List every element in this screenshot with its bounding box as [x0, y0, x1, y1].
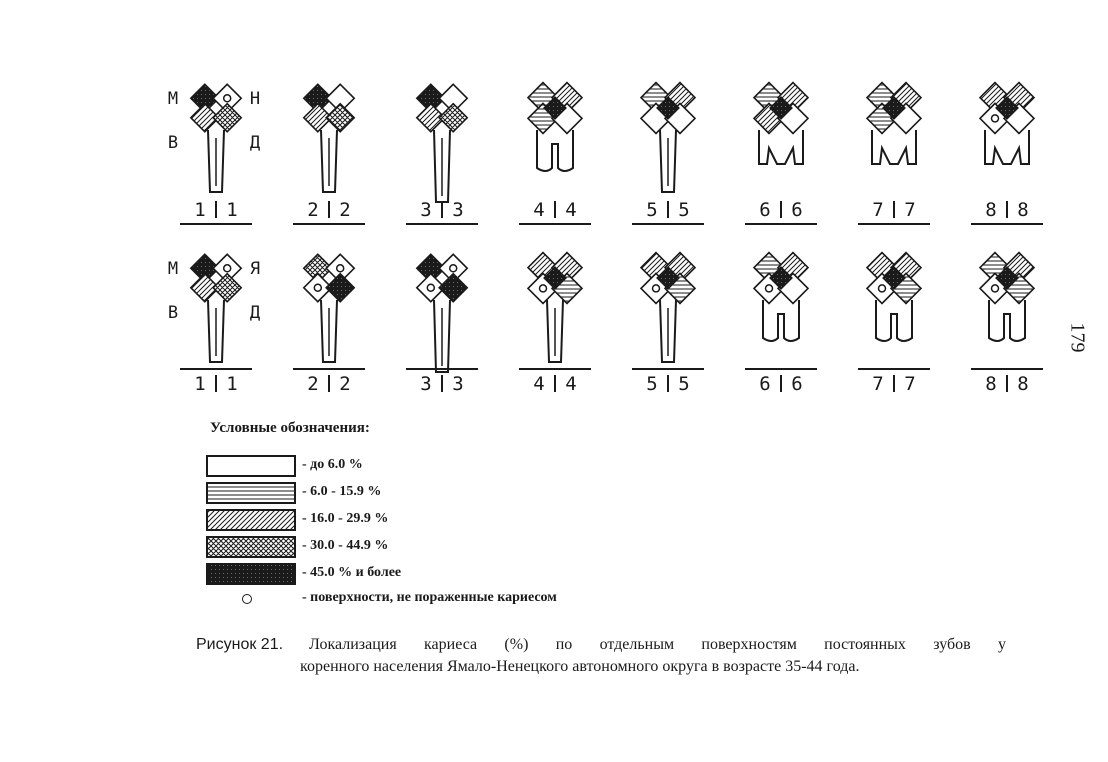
tooth-number-right: 4 — [565, 199, 577, 221]
legend-swatch-p45 — [206, 563, 296, 585]
surface-distal — [439, 104, 467, 132]
unaffected-circle-icon — [879, 285, 886, 292]
tooth-number-right: 5 — [678, 199, 690, 221]
tooth-number-right: 6 — [791, 199, 803, 221]
tooth-number-right: 5 — [678, 373, 690, 395]
tooth-number-left: 8 — [985, 373, 997, 395]
tooth-number-right: 3 — [452, 199, 464, 221]
tooth-number-right: 4 — [565, 373, 577, 395]
tooth-number-left: 5 — [646, 199, 658, 221]
tooth-number-right: 1 — [226, 199, 238, 221]
tooth-root — [537, 130, 573, 171]
legend-title: Условные обозначения: — [210, 420, 370, 436]
tooth-number-left: 2 — [307, 373, 319, 395]
tooth-number-right: 1 — [226, 373, 238, 395]
tooth-number-right: 2 — [339, 373, 351, 395]
tooth-number-left: 8 — [985, 199, 997, 221]
tooth-diagram — [180, 254, 252, 395]
tooth-number-left: 3 — [420, 373, 432, 395]
tooth-number-right: 8 — [1017, 373, 1029, 395]
tooth-diagram — [858, 83, 930, 224]
tooth-root — [763, 300, 799, 341]
tooth-number-left: 6 — [759, 199, 771, 221]
tooth-number-left: 6 — [759, 373, 771, 395]
caption-line-2: коренного населения Ямало-Ненецкого автономного округа в возрасте 35-44 года. — [300, 658, 860, 675]
tooth-diagram — [632, 83, 704, 224]
tooth-number-right: 7 — [904, 373, 916, 395]
surface-distal — [213, 274, 241, 302]
tooth-root — [876, 300, 912, 341]
unaffected-circle-icon — [992, 115, 999, 122]
tooth-number-right: 3 — [452, 373, 464, 395]
legend-label: - до 6.0 % — [302, 457, 363, 472]
orientation-label-top-left: М — [167, 89, 179, 109]
tooth-diagram — [293, 84, 365, 224]
tooth-diagram — [971, 83, 1043, 224]
orientation-label-bottom-right: Д — [249, 133, 261, 153]
tooth-number-left: 4 — [533, 373, 545, 395]
tooth-root — [989, 300, 1025, 341]
tooth-diagram — [632, 253, 704, 395]
surface-distal — [326, 104, 354, 132]
teeth-layer — [168, 83, 1043, 395]
tooth-number-left: 7 — [872, 199, 884, 221]
orientation-label-bottom-right: Д — [249, 303, 261, 323]
unaffected-circle-icon — [450, 265, 457, 272]
tooth-number-left: 5 — [646, 373, 658, 395]
tooth-diagram — [745, 253, 817, 395]
unaffected-circle-icon — [653, 285, 660, 292]
tooth-diagram — [971, 253, 1043, 395]
orientation-label-top-right: Н — [249, 89, 261, 109]
tooth-diagram — [745, 83, 817, 224]
tooth-diagram — [406, 84, 478, 224]
unaffected-circle-icon — [224, 265, 231, 272]
orientation-label-bottom-left: В — [167, 133, 179, 153]
tooth-number-left: 4 — [533, 199, 545, 221]
caption-prefix: Рисунок 21. — [196, 636, 284, 653]
unaffected-circle-icon — [314, 284, 321, 291]
orientation-label-top-left: М — [167, 259, 179, 279]
orientation-label-bottom-left: В — [167, 303, 179, 323]
tooth-number-left: 1 — [194, 373, 206, 395]
tooth-number-left: 2 — [307, 199, 319, 221]
tooth-diagram — [858, 253, 930, 395]
legend-label: - 16.0 - 29.9 % — [302, 511, 389, 526]
legend-label: - 6.0 - 15.9 % — [302, 484, 382, 499]
legend-label: - 30.0 - 44.9 % — [302, 538, 389, 553]
legend-label: - 45.0 % и более — [302, 565, 402, 580]
tooth-root — [759, 130, 803, 164]
legend-swatch-p0 — [206, 455, 296, 477]
unaffected-circle-icon — [337, 265, 344, 272]
unaffected-circle-icon — [224, 95, 231, 102]
tooth-diagram — [406, 254, 478, 395]
surface-distal — [439, 274, 467, 302]
tooth-number-right: 2 — [339, 199, 351, 221]
unaffected-circle-icon — [540, 285, 547, 292]
surface-distal — [213, 104, 241, 132]
tooth-number-left: 7 — [872, 373, 884, 395]
tooth-diagram — [293, 254, 365, 395]
figure-caption — [196, 634, 1006, 678]
tooth-diagram — [519, 253, 591, 395]
tooth-number-left: 3 — [420, 199, 432, 221]
tooth-number-left: 1 — [194, 199, 206, 221]
unaffected-circle-icon — [766, 285, 773, 292]
legend-label: - поверхности, не пораженные кариесом — [302, 590, 557, 605]
tooth-number-right: 6 — [791, 373, 803, 395]
tooth-number-right: 7 — [904, 199, 916, 221]
circle-marker-icon — [242, 594, 252, 604]
tooth-number-right: 8 — [1017, 199, 1029, 221]
legend-swatch-p30 — [206, 536, 296, 558]
caption-line-1: Локализация кариеса (%) по отдельным поверхностям постоянных зубов у — [309, 636, 1006, 653]
unaffected-circle-icon — [427, 284, 434, 291]
tooth-diagram — [180, 84, 252, 224]
legend-swatch-p6 — [206, 482, 296, 504]
orientation-label-top-right: Я — [249, 259, 261, 279]
page-number: 179 — [1066, 322, 1089, 353]
surface-distal — [326, 274, 354, 302]
tooth-root — [872, 130, 916, 164]
tooth-root — [985, 130, 1029, 164]
unaffected-circle-icon — [992, 285, 999, 292]
tooth-diagram — [519, 83, 591, 224]
legend-swatch-p16 — [206, 509, 296, 531]
